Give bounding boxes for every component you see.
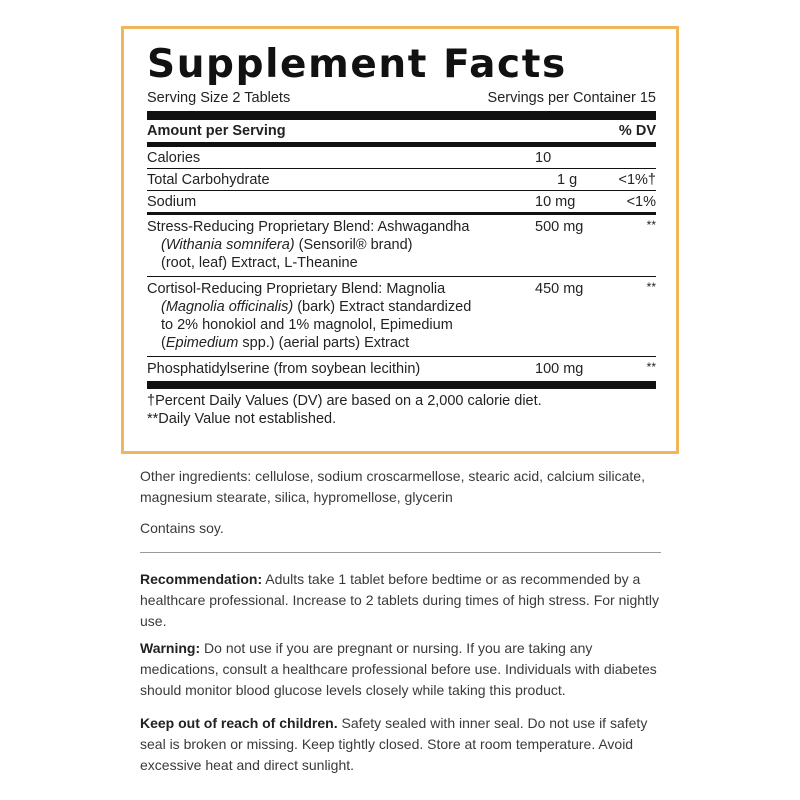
keep-out-label: Keep out of reach of children.: [140, 715, 338, 731]
blend-text: (: [161, 335, 166, 351]
blend-amount: 500 mg: [535, 219, 584, 235]
facts-title: Supplement Facts: [147, 42, 567, 87]
blend-line: Stress-Reducing Proprietary Blend: Ashwagandha: [147, 219, 470, 235]
blend-line: to 2% honokiol and 1% magnolol, Epimedium: [161, 317, 453, 333]
blend-amount: 450 mg: [535, 281, 584, 297]
servings-per-container: Servings per Container 15: [487, 90, 656, 106]
storage-section: [140, 713, 662, 776]
serving-size: Serving Size 2 Tablets: [147, 90, 291, 106]
footnote-dv: †Percent Daily Values (DV) are based on a 2,000 calorie diet.: [147, 393, 542, 409]
nutrient-name: Sodium: [147, 194, 197, 210]
blend-line: Cortisol-Reducing Proprietary Blend: Magnolia: [147, 281, 446, 297]
blend-line: (root, leaf) Extract, L-Theanine: [161, 255, 358, 271]
nutrient-dv: <1%: [626, 194, 656, 210]
thick-divider: [147, 111, 656, 120]
nutrient-dv: <1%†: [618, 172, 656, 188]
blend-line: [147, 298, 535, 316]
nutrient-amount: 10 mg: [535, 194, 576, 210]
nutrient-name: Calories: [147, 150, 201, 166]
warning-section: [140, 638, 662, 701]
blend-text: (Sensoril® brand): [294, 237, 413, 253]
latin-name: (Withania somnifera): [161, 237, 295, 253]
bottom-divider: [147, 381, 656, 389]
blend-text: spp.) (aerial parts) Extract: [238, 335, 410, 351]
other-ingredients: Other ingredients: cellulose, sodium croscarmellose, stearic acid, calcium silicate, magnesium stearate, silica, hypromellose, glycerin: [140, 468, 645, 505]
warning-text: Do not use if you are pregnant or nursing. If you are taking any medications, consult a healthcare professional before use. Individuals with diabetes should monitor blood glucose levels closely while taking this product.: [140, 640, 657, 698]
amount-header: [147, 120, 656, 142]
blend-dv: **: [646, 280, 656, 294]
recommendation-text: Adults take 1 tablet before bedtime or as recommended by a healthcare professional. Increase to 2 tablets during times of high stress. For nightly use.: [140, 571, 660, 629]
blend-row-stress: [147, 215, 656, 276]
nutrient-dv: [605, 147, 656, 168]
allergen-statement: Contains soy.: [140, 520, 224, 536]
recommendation-section: [140, 569, 662, 632]
keep-out-text: Safety sealed with inner seal. Do not use if safety seal is broken or missing. Keep tightly closed. Store at room temperature. Avoid excessive heat and direct sunlight.: [140, 715, 648, 773]
blend-description: [147, 215, 535, 276]
latin-name: (Magnolia officinalis): [161, 299, 294, 315]
blend-text: (bark) Extract standardized: [293, 299, 472, 315]
ingredient-amount: 100 mg: [535, 361, 584, 377]
blend-dv: **: [646, 218, 656, 232]
nutrient-amount: 10: [535, 150, 552, 166]
ingredient-dv: **: [646, 360, 656, 374]
blend-row-cortisol: [147, 276, 656, 356]
supplement-facts-content: [147, 43, 656, 428]
recommendation-label: Recommendation:: [140, 571, 263, 587]
warning-label: Warning:: [140, 640, 201, 656]
blend-line: [147, 334, 535, 352]
blend-line: [147, 236, 535, 254]
supplement-facts-panel: [121, 26, 679, 454]
nutrient-row-carbohydrate: [147, 168, 656, 190]
blend-description: [147, 277, 535, 356]
nutrient-amount: 1 g: [557, 172, 578, 188]
footnotes: [147, 392, 656, 428]
blend-row-phosphatidylserine: [147, 356, 656, 381]
footnote-not-established: **Daily Value not established.: [147, 411, 337, 427]
section-rule: [140, 552, 661, 553]
dv-header-label: % DV: [618, 123, 656, 139]
amount-per-serving-label: Amount per Serving: [147, 123, 286, 139]
nutrient-row-sodium: [147, 190, 656, 212]
serving-info: [147, 89, 656, 107]
nutrient-row-calories: [147, 147, 656, 168]
latin-name: Epimedium: [165, 335, 239, 351]
nutrient-name: Total Carbohydrate: [147, 172, 270, 188]
ingredient-name: Phosphatidylserine (from soybean lecithin): [147, 361, 421, 377]
